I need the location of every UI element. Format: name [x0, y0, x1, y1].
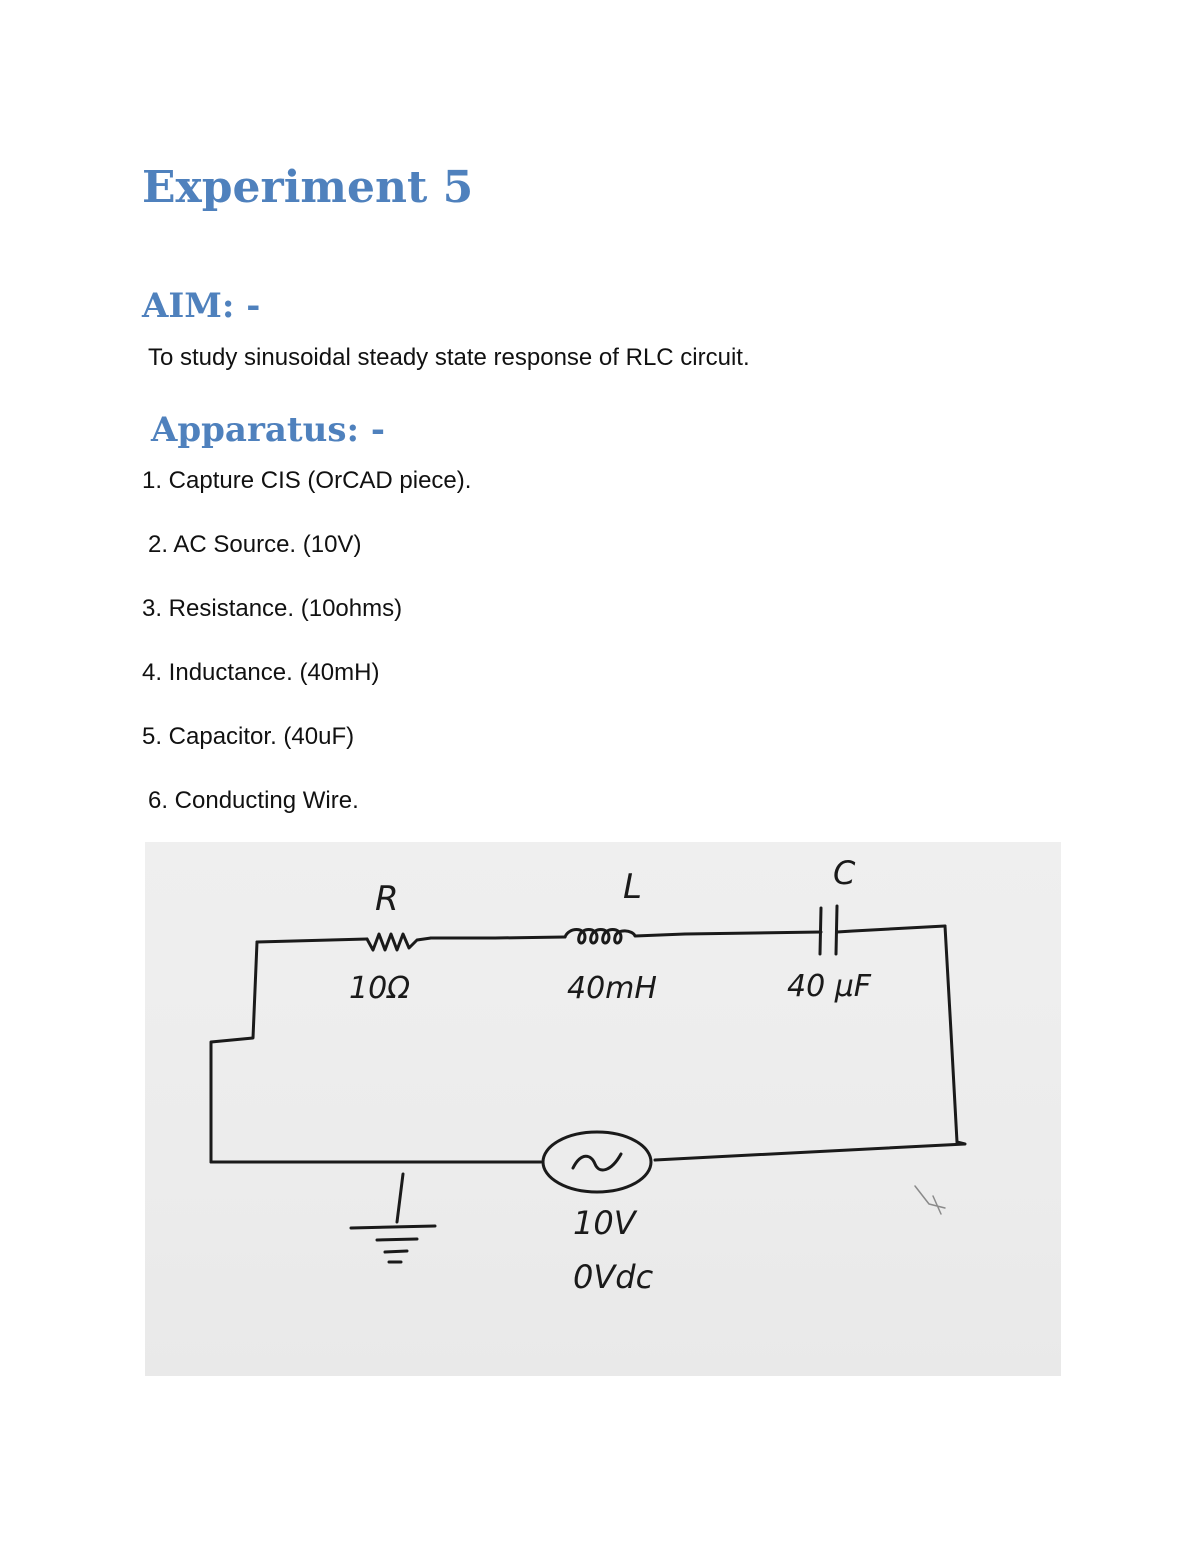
- source-amplitude-label: 10V: [573, 1204, 636, 1242]
- apparatus-item: 1. Capture CIS (OrCAD piece).: [142, 467, 472, 494]
- wire-left: [211, 942, 257, 1162]
- capacitor-value-label: 40 μF: [787, 969, 872, 1004]
- smudge-mark: [915, 1186, 945, 1214]
- inductor-symbol: [565, 930, 685, 944]
- circuit-photo: [145, 842, 1061, 1376]
- wire-top-left: [257, 939, 367, 942]
- apparatus-heading: Apparatus: -: [151, 410, 385, 450]
- page-title: Experiment 5: [142, 162, 474, 213]
- capacitor-plate-left: [820, 908, 821, 954]
- wire-top-right: [837, 926, 945, 932]
- aim-text: To study sinusoidal steady state response of RLC circuit.: [148, 344, 750, 371]
- apparatus-item: 2. AC Source. (10V): [148, 531, 362, 558]
- ground-line-2: [377, 1239, 417, 1240]
- resistor-symbol: [367, 934, 431, 950]
- ground-line-1: [351, 1226, 435, 1228]
- resistor-symbol-label: R: [375, 879, 399, 919]
- capacitor-plate-right: [836, 906, 837, 954]
- ac-source-symbol: [543, 1132, 651, 1192]
- rlc-circuit-diagram: [145, 842, 1061, 1376]
- wire-r-to-l: [431, 937, 565, 938]
- capacitor-symbol-label: C: [833, 854, 856, 892]
- apparatus-item: 4. Inductance. (40mH): [142, 659, 380, 686]
- ac-source-sine: [573, 1154, 621, 1170]
- inductor-value-label: 40mH: [567, 971, 657, 1006]
- wire-bottom-right: [655, 1142, 965, 1160]
- inductor-symbol-label: L: [623, 867, 642, 907]
- apparatus-item: 6. Conducting Wire.: [148, 787, 359, 814]
- resistor-value-label: 10Ω: [349, 971, 411, 1006]
- wire-right: [945, 926, 957, 1142]
- wire-l-to-c: [685, 932, 821, 934]
- aim-heading: AIM: -: [142, 286, 261, 326]
- apparatus-item: 3. Resistance. (10ohms): [142, 595, 403, 622]
- ground-wire: [397, 1174, 403, 1222]
- apparatus-item: 5. Capacitor. (40uF): [142, 723, 355, 750]
- source-offset-label: 0Vdc: [573, 1258, 654, 1296]
- ground-line-3: [385, 1251, 407, 1252]
